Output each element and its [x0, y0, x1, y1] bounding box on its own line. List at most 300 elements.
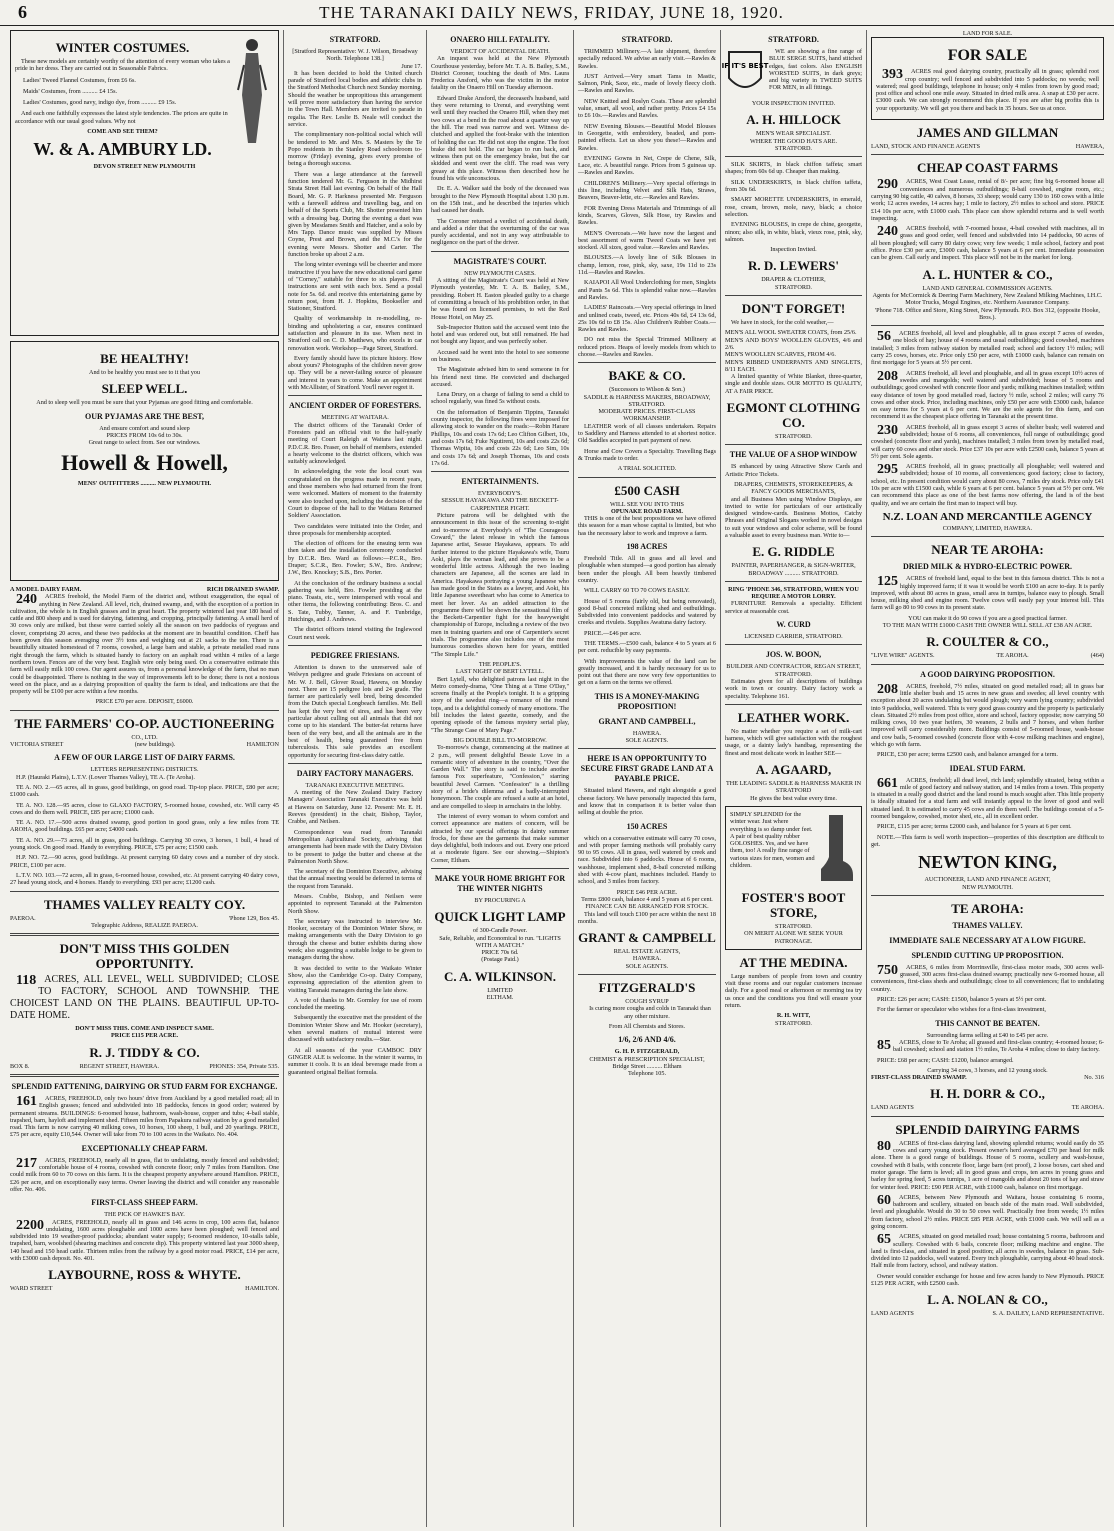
listing-body: ACRES, freehold, 7½ miles, situated on good metalled road; all in grass bar little shelter bush and 15 acres in new grass and swedes; all level country with exception about 20 acres undulating but would plough; very warm lying country; subdivided into 9 paddocks, well watered. This is very good grass country and the property is particularly clean. Situated 2½ miles from post office, store and school, factory opposite; now carrying 50 milking cows, 10 two year heifers, 30 weaners, 2 bulls and 7 horses, and when further improved will carry considerably more. Buildings consist of 5-roomed house, wash-house and cow bails, 5-roomed cowshed (concrete floor with 4-cow milking machines and engine), which go with farm.	[871, 682, 1104, 748]
coop-co: CO., LTD.	[131, 733, 158, 741]
bake-line: A TRIAL SOLICITED.	[617, 465, 677, 473]
acres-208: 208	[877, 368, 898, 384]
agaard-sub: THE LEADING SADDLE & HARNESS MAKER IN STRATFORD	[725, 780, 862, 795]
dorr-town: TE AROHA.	[1071, 1104, 1104, 1112]
nolan-sub2: S. A. DAILEY, LAND REPRESENTATIVE.	[992, 1310, 1104, 1318]
cash-para: House of 5 rooms (fairly old, but being renovated), good 8-bail concreted milking shed and outbuildings. Subdivided into convenient paddocks and watered by creeks and rivulets. Supplies Awatuna dairy factory.	[578, 597, 716, 627]
coop-street: VICTORIA STREET	[10, 741, 64, 749]
immediate-sale: IMMEDIATE SALE NECESSARY AT A LOW FIGURE.	[889, 935, 1086, 945]
lewers-item: SILK UNDERSKIRTS, in black chiffon taffeta, from 30s 6d.	[725, 178, 862, 194]
here-para: This land will touch £100 per acre within the next 18 months.	[578, 910, 716, 925]
opunake-farm-ad	[578, 483, 716, 745]
rawles-item: FOR Evening Dress Materials and Trimmings of all kinds, Scarves, Gloves, Silk Hose, try Rawles and Rawles.	[578, 204, 716, 227]
listing-body: ACRES freehold, all in grass except 3 acres of shelter bush; well watered and subdivided; house of 6 rooms, all conveniences, full range of outbuildings; good cowshed (concrete floor and yards), machines installed; 3 miles from town by metalled road, will carry 60 cows and other stock. Price £37 10s per acre with £2500 cash, balance 5 years at 5½ per cent. Sole agents.	[871, 423, 1104, 460]
tiddy-box: BOX 8.	[10, 1062, 30, 1070]
article-paragraph: At all seasons of the year CAMBOC DRY GINGER ALE is welcome. In the winter it warms, in summer it cools. It is an ideal beverage made from a guaranteed original Belfast formula.	[288, 1046, 422, 1076]
article-paragraph: In acknowledging the vote the local court was congratulated on the progress made in recent years, and those members who had returned from the front were welcomed. Matters of moment to the fraternity were also touched upon, including the decision of the Court to dispose of the hall to the Waitara Returned Soldiers' Association.	[288, 468, 422, 520]
listing-body: ACRES, close to Te Aroha; all grassed and first-class country; 4-roomed house; 6-bail cowshed; school and station 1½ miles, Te Aroha 4 miles; close to dairy factory.	[893, 1038, 1104, 1054]
grant-agents: SOLE AGENTS.	[625, 737, 669, 745]
here-terms: Terms £800 cash, balance 4 and 5 years at 6 per cent.	[581, 895, 713, 903]
lamp-ad-price: PRICE 70s 6d.	[481, 949, 519, 957]
masthead	[0, 0, 1114, 26]
here-fin: FINANCE CAN BE ARRANGED FOR STOCK.	[585, 903, 709, 911]
winter-costumes-ad	[10, 30, 279, 336]
article-paragraph: Bert Lytell, who delighted patrons last night in the Metro comedy-drama, "One Thing at a Time O'Day," screens finally at the People's tonight. It is a gripping story of the sawdust ring—a romance of the round tops, and is a delightful comedy of many emotions. The bill includes the latest gazette, comedy, and the opening episode of the famous mystery serial play, "The Strange Case of Mary Page."	[431, 675, 569, 734]
ideal-stud-title: IDEAL STUD FARM.	[949, 763, 1026, 773]
lamp-ad-line: MAKE YOUR HOME BRIGHT FOR THE WINTER NIGHTS	[434, 873, 566, 893]
hillock-firm: A. H. HILLOCK	[746, 112, 841, 128]
cash-acres: 198 ACRES	[626, 542, 668, 552]
curd-para: FURNITURE Removals a speciality. Efficient service at reasonable cost.	[725, 600, 862, 615]
egmont-town: STRATFORD.	[775, 433, 812, 441]
wilkinson-line: LIMITED	[487, 986, 513, 994]
tiddy-firm: R. J. TIDDY & CO.	[89, 1044, 200, 1060]
listing-body: ACRES of freehold land, equal to the best in this famous district. This is not a highly improved farm; if it was it would be worth £100 an acre to-day. It is partly improved, with about 80 acres in grass, small area in turnips, balance easy to plough. Small house, milking shed and engine room. Twelve cows will easily pay your interest bill. This farm will go 80 to 90 cows in its present state.	[871, 575, 1104, 612]
cash-para: THIS is one of the best propositions we have offered this season for a man whose capital is limited, but who has the necessary labor to work and improve a farm.	[578, 515, 716, 537]
everybodys-heading: EVERYBODY'S.	[478, 490, 522, 498]
coop-bldg: (new buildings).	[134, 741, 176, 749]
splendid-no3: No. 401.	[73, 1255, 95, 1263]
acres-240: 240	[877, 224, 898, 240]
dorr-firm: H. H. DORR & CO.,	[930, 1086, 1045, 1102]
lewers-item: SILK SKIRTS, in black chiffon taffeta; smart shapes; from 60s 6d up. Cheaper than making.	[725, 161, 862, 176]
hunter-sub: LAND AND GENERAL COMMISSION AGENTS.	[922, 284, 1053, 292]
coulter-no: (464)	[1090, 652, 1104, 660]
page-number: 6	[18, 2, 27, 22]
cash-para: PRICE.—£46 per acre.	[584, 629, 642, 637]
article-paragraph: The secretary of the Dominion Executive, advising that the annual meeting would be deferred in terms of the request from Taranaki.	[288, 868, 422, 890]
thames-title: THAMES VALLEY REALTY COY.	[43, 896, 246, 912]
listing-body: NOTE.—This farm is well worth inspection—properties of this description are difficult to get.	[871, 833, 1104, 848]
acres-208b: 208	[877, 681, 898, 697]
hillock-line: STRATFORD.	[775, 144, 812, 152]
quick-light-lamp-ad	[431, 874, 569, 1001]
near-te-aroha: NEAR TE AROHA:	[931, 542, 1044, 558]
logo-text: IF IT'S BEST	[721, 62, 769, 70]
columns	[6, 30, 1108, 1527]
coop-town: HAMILTON	[246, 741, 279, 749]
healthy-line: PRICES FROM 10s 6d to 30s.	[106, 431, 183, 439]
rawles-item: BLOUSES.—A lovely line of Silk Blouses in champ, lemon, rose, pink, sky, saxe, 19s 11d to 23s 11d.—Rawles and Rawles.	[578, 254, 716, 277]
hunter-firm: A. L. HUNTER & CO.,	[922, 266, 1053, 282]
acres-80: 80	[877, 1138, 891, 1154]
agaard-line: He gives the best value every time.	[750, 794, 837, 802]
lewers-item: SMART MORETTE UNDERSKIRTS, in emerald, rose, cream, brown, mole, navy, black; a choice selection.	[725, 196, 862, 218]
splendid-t4: THE PICK OF HAWKE'S BAY.	[104, 1211, 185, 1219]
wilkinson-line: ELTHAM.	[486, 994, 514, 1002]
fitz-sub: COUGH SYRUP	[625, 998, 669, 1006]
splendid-acres2: 217	[16, 1155, 37, 1171]
foster-tag: ON MERIT ALONE WE SEEK YOUR PATRONAGE.	[744, 930, 843, 945]
tiddy-phones: PHONES: 354, Private 535.	[209, 1062, 279, 1070]
court-sub: NEW PLYMOUTH CASES.	[464, 269, 536, 277]
egmont-item: MEN'S WOOLLEN SCARVES, FROM 4/6.	[725, 351, 836, 359]
winter-cta: COME AND SEE THEM?	[87, 128, 158, 136]
nolan-sub: LAND AGENTS	[871, 1310, 914, 1318]
splendid-acres3: 2200	[16, 1217, 44, 1233]
coop-sub: A FEW OF OUR LARGE LIST OF DAIRY FARMS.	[54, 753, 235, 763]
here-acres: 150 ACRES	[626, 821, 668, 831]
article-paragraph: Attention is drawn to the unreserved sale of Welwyn pedigree and grade Friesians on account of Mr. W. J. Bell, Glover Road, Hawera, on Monday next. There are 15 pedigree lots and 24 grade. The farmer are particularly well bred, being descended from the Dutch special Longbeach families. Mr. Bell has kept the very best of sires, and has been very particular about culling out all animals that did not come up to his standard. The butter-fat returns have been of the very best, and all the animals are in the best of health, being guaranteed free from tuberculosis. This sale provides an excellent opportunity for securing first-class dairy cattle.	[288, 663, 422, 759]
article-paragraph: Picture patrons will be delighted with the announcement in this issue of the screening to-night and to-morrow at Everybody's of "The Courageous Coward," the latest release in which the famous Japanese artist, Sessue Hayakawa, appears. To add further interest to the picture Hayakawa's wife, Tsuru Aoki, plays the woman lead, and she proves to be a wonderful little actress. Although the two leading characters are Japanese, all the scenes are laid in America. Hayakawa portraying a young Japanese who has made good in the States as a lawyer, and Aoki, his little Japanese sweetheart who has come to America to meet her lover. As an added attraction to the programme there will be shown the sensational film of the Beckett-Carpentier fight for the heavyweight championship of Europe, including a review of the two men in training quarters and one of Carpentier's secret trials. The programme also includes one of the most humorous comedies shown here for years, entitled "The Simple Life."	[431, 512, 569, 658]
window-title: THE VALUE OF A SHOP WINDOW	[729, 450, 858, 460]
medina-title: AT THE MEDINA.	[739, 954, 848, 970]
article-paragraph: It was decided to write to the Waikato Winter Show, also the Cambridge Co-op. Dairy Company, expressing appreciation of the attention given to visiting Taranaki managers during the late show.	[288, 964, 422, 994]
coop-sub2: LETTERS REPRESENTING DISTRICTS.	[90, 766, 199, 774]
article-paragraph: To-morrow's change, commencing at the matinee at 2 p.m., will present delightful Bessie Love in a romantic story of adventure in the country, "Over the Garden Wall." The story is said to include another famous Fox superfeature, "Confession," starring beautiful Jewel Carmen. "Confession" is a thrilling story of a bride's dilemma and a badly-interrupted honeymoon. The couple are refused a suite at an hotel, and are compelled to sleep in armchairs in the lobby.	[431, 744, 569, 810]
nz-loan-firm: N.Z. LOAN AND MERCANTILE AGENCY	[882, 510, 1093, 523]
bake-co-ad	[578, 368, 716, 472]
acres-66: 661	[877, 775, 898, 791]
dairy-managers-heading: DAIRY FACTORY MANAGERS.	[296, 768, 414, 778]
dont-body: ACRES, ALL LEVEL, WELL SUBDIVIDED; CLOSE TO FACTORY, SCHOOL AND TOWNSHIP. THE CHOICEST LAND ON THE PLAINS. BEAUTIFUL UP-TO-DATE HOME.	[10, 974, 279, 1022]
rawles-item: TRIMMED Millinery.—A late shipment, therefore specially reduced. We advise an early visit.—Rawles & Rawles.	[578, 48, 716, 70]
window-para: and all Business Men using Window Displays, are invited to write for particulars of our artistically designed window-cards. Business Mottos, Catchy Phrases and Original Slogans worked in novel designs to suit your windows and color scheme, will be found a valuable asset to every business man. Write to—	[725, 495, 862, 539]
hunter-addr: 'Phone 718. Office and Store, King Street, New Plymouth. P.O. Box 312, (opposite Hooke, Bros.).	[875, 306, 1100, 321]
healthy-line: Great range to select from. See our windows.	[88, 439, 201, 447]
peoples-heading: THE PEOPLE'S.	[478, 660, 522, 668]
egmont-ad	[725, 301, 862, 440]
boon-para: Estimates given for all descriptions of buildings work in town or country. Dairy factory work a speciality. Telephone 161.	[725, 677, 862, 700]
bake-para: Horse and Cow Covers a Speciality. Travelling Bags & Trunks made to order.	[578, 447, 716, 462]
article-paragraph: Subsequently the executive met the president of the Dominion Winter Show and Mr. Hooker (secretary), when several matters of mutual interest were discussed with satisfactory results.—Star.	[288, 1014, 422, 1044]
dairy-body: ACRES freehold, the Model Farm of the district and, without exaggeration, the equal of anything in New Zealand. All level, rich, drained swamp, and, with the exception of a portion in cultivation, the whole is in English grasses and in great heart. The property wintered last year 180 head of cattle and 800 sheep and is used for dairying, fattening, and cropping, principally fattening. A small herd of 30 cows only are milked, but these were carried solely all the season on two paddocks of ryegrass and clover, comprising 20 acres, and these two paddocks at the moment are in beautiful condition. Cheff has been grown this season averaging over 3½ tons and weighing out at 21 sacks to the ton. There is a beautifully situated homestead of 7 rooms, cowshed, a large barn and stable, a private metalled road runs right through the farm, which is situated handy to factory on an asphalt road within 4 miles of a large northern town. Fences are of the very best. English wire only being used. On a conservative estimate this farm will easily milk 100 cows. Our agent assures us, from a personal knowledge of the farm, that no man could be disappointed. There is nothing in the way of improvements left to be done; there is not a noxious weed on the place, and as a dairying proposition of quality the farm is ideal, and indications are that the property will be £100 per acre within a few months.	[10, 593, 279, 696]
rawles-item: DO not miss the Special Trimmed Millinery at reduced prices. Heaps of lovely models from which to choose.—Rawles and Rawles.	[578, 336, 716, 358]
nz-loan-sub: COMPANY, LIMITED, HAWERA.	[942, 524, 1033, 532]
curd-ring: RING 'PHONE 346, STRATFORD, WHEN YOU REQUIRE A MOTOR LORRY.	[728, 585, 859, 601]
article-paragraph: The election of officers for the ensuing term was then taken and the installation ceremony conducted by D.C.R. Bro. Ward as follows:—P.C.R., Bro. Draper; S.C.R., Bro. Fowler; S.W., Bro. Andrew; J.W., Bro. Knockey; S.B., Bro. Porter.	[288, 540, 422, 577]
cheap-coast-title: CHEAP COAST FARMS	[916, 160, 1059, 176]
for-sale-title: FOR SALE	[947, 47, 1028, 65]
article-paragraph: A meeting of the New Zealand Dairy Factory Managers' Association Taranaki Executive was held at Hawera on Saturday, June 12. Present: Mr. E. H. Reeves (president) in the chair, Bishop, Taylor, Crabbe, and Neilsen.	[288, 789, 422, 826]
cash-para: WILL CARRY 60 TO 70 COWS EASILY.	[584, 587, 690, 595]
gillman-town: HAWERA,	[1075, 143, 1104, 151]
friesians-heading: PEDIGREE FRIESIANS.	[310, 650, 400, 660]
dairy-acres: 240	[16, 592, 37, 608]
fatality-sub: VERDICT OF ACCIDENTAL DEATH.	[450, 48, 550, 55]
column-1	[6, 30, 284, 1527]
winter-item: Ladies' Tweed Flannel Costumes, from £6 6s.	[23, 76, 136, 84]
healthy-title: BE HEALTHY!	[100, 351, 189, 366]
bake-line: MODERATE PRICES. FIRST-CLASS WORKMANSHIP.	[598, 408, 696, 423]
article-paragraph: Two candidates were initiated into the Order, and three proposals for membership accepted.	[288, 522, 422, 537]
listing-body: ACRES, freehold; all dead level, rich land; splendidly situated, being within a mile of good factory and railway station, and 14 miles from a town. This property is situated in a really good district and the land round is much sought after. This little property is ideally situated for a stud farm and will instantly appeal to the lover of good and well situated land. It is estimated to carry 45 cows and do them well. The buildings consist of a 5-roomed bungalow, cowshed, motor shed, etc., all in excellent order.	[871, 776, 1104, 821]
bake-para: LEATHER work of all classes undertaken. Repairs to Saddlery and Harness attended to at shortest notice. Old Saddles accepted in part payment of new.	[578, 422, 716, 445]
article-paragraph: Quality of workmanship in re-modelling, re-binding and upholstering a car, ensures continued satisfaction and pleasure in its use. When next in Stratford call on C. D. Matthews, who excels in car renovation work. Workshop—Page Street, Stratford.	[288, 315, 422, 352]
splendid-body3: ACRES, FREEHOLD, nearly all in grass and 146 acres in crop, 100 acres flat, balance undulating, 1600 acres ploughable and 1000 acres have been ploughed; well fenced and subdivided into 19 weather-proof paddocks; abundant water supply; 6-roomed residence, 10-stalls table, trapshed, barn, woolshed (shearing machines and concrete dip). This property wintered last year 3000 sheep, 140 head and 150 head cattle. Thirteen miles from the railway by a good motor road. PRICE, £14 per acre, with £3000 cash deposit.	[10, 1218, 279, 1263]
egmont-para: We have in stock, for the cold weather,—	[731, 319, 834, 327]
article-paragraph: The district officers intend visiting the Inglewood Court next week.	[288, 626, 422, 641]
howell-firm: Howell & Howell,	[61, 450, 228, 476]
healthy-title2: SLEEP WELL.	[101, 381, 188, 397]
lewers-item: EVENING BLOUSES, in crepe de chine, georgette, ninon; also silk, in white, black, vieux rose, pink, sky, salmon.	[725, 221, 862, 243]
listing-line: Carrying 34 cows, 3 horses, and 12 young stock.	[927, 1066, 1048, 1074]
egmont-item: MEN'S ALL WOOL SWEATER COATS, from 25/6.	[725, 329, 857, 337]
dairy-managers-sub: TARANAKI EXECUTIVE MEETING.	[305, 781, 405, 789]
good-dairying-title: A GOOD DAIRYING PROPOSITION.	[920, 669, 1055, 679]
dont-title: DON'T MISS THIS GOLDEN OPPORTUNITY.	[59, 941, 230, 972]
article-paragraph: The Magistrate advised him to send someone in for his friend next time. He convicted and discharged accused.	[431, 366, 569, 388]
dairy-left-title: A MODEL DAIRY FARM.	[10, 586, 82, 593]
leather-para: No matter whether you require a set of milk-cart harness, which will give satisfaction with the roughest usage, or a dainty lady's handbag, representing the finest and most delicate work in leather SEE—	[725, 727, 862, 757]
column-4	[574, 30, 721, 1527]
article-paragraph: An inquest was held at the New Plymouth Courthouse yesterday, before Mr. T. A. B. Bailey, S.M., District Coroner, touching the death of Mrs. Laura Frederica Ansford, who was the victim in the motor fatality on the Onaero Hill on Tuesday afternoon.	[431, 55, 569, 92]
model-dairy-farm	[10, 586, 279, 706]
lamp-ad-line: BY PROCURING A	[474, 896, 526, 904]
article-paragraph: The interest of every woman to whom comfort and correct appearance are matters of concern, will be attracted by our special offerings in dainty summer frocks, for these are the garments that make summer days delightful, both indoors and out. Every one priced at a moderate figure. See our showing.—Shipton's Corner, Eltham.	[431, 812, 569, 864]
egmont-item: MEN'S RIBBED UNDERPANTS AND SINGLETS, 8/11 EACH.	[725, 358, 862, 373]
column-5	[721, 30, 867, 1527]
listing-line: YOU can make it do 90 cows if you are a good practical farmer.	[908, 614, 1067, 622]
dont-forget-title: DON'T FORGET!	[741, 301, 846, 317]
coop-item: H.P. NO. 72.—90 acres, good buildings. At present carrying 60 dairy cows and a number of dry stock. PRICE, £100 per acre.	[10, 854, 279, 869]
cash-sub: WILL SEE YOU INTO THIS	[610, 500, 684, 508]
article-paragraph: The complimentary non-political social which will be tendered to Mr. and Mrs. S. Masters by the Te Popo residents in the Stanley Road schoolroom to-morrow (Friday) evening, gives every promise of being a thorough success.	[288, 131, 422, 168]
cash-title: £500 CASH	[614, 482, 680, 498]
here-price: PRICE £46 PER ACRE.	[616, 888, 678, 896]
dairy-price: PRICE £70 per acre. DEPOSIT, £6000.	[95, 698, 194, 706]
farmers-coop-ad	[10, 716, 279, 887]
listing-body: ACRES freehold, all level and ploughable, all in grass except 7 acres of swedes, one block of hay; house of 4 rooms and usual outbuildings; good cowshed, machines installed; 3 miles from railway station by metalled road; school and factory 1½ miles; will carry 25 cows, horses, etc. Price only £50 per acre, with £1000 cash, balance can remain on first mortgage for 5 years at 5½ per cent.	[871, 330, 1104, 367]
grant-town: HAWERA.	[632, 729, 662, 737]
foster-ad	[725, 806, 862, 950]
hillock-ad	[721, 48, 862, 152]
article-paragraph: It has been decided to hold the United church parade of Stratford local bodies and athletic clubs in the Stratford Methodist Church next Sunday morning. Should the weather be unpropitious this arrangement will prove more satisfactory than having the service in the Town Hall. Members are invited to parade in regalia. The Rev. Leslie B. Neale will conduct the service.	[288, 69, 422, 128]
bake-sub: (Successors to Wilson & Son.)	[609, 386, 685, 394]
thames-tele: Telegraphic Address, REALIZE PAEROA.	[91, 921, 198, 929]
article-paragraph: Lena Drury, on a charge of failing to send a child to school regularly, was fined 5s without costs.	[431, 391, 569, 406]
gillman-sub: LAND, STOCK AND FINANCE AGENTS	[871, 143, 981, 151]
hillock-line: MEN'S WEAR SPECIALIST.	[756, 130, 831, 138]
splendid-no: No. 404.	[216, 1131, 239, 1139]
rawles-item: NEW Knitted and Roslyn Coats. These are splendid value, smart, all wool, and rather pretty. Prices £4 15s to £6 10s.—Rawles and Rawles.	[578, 97, 716, 120]
article-paragraph: A sitting of the Magistrate's Court was held at New Plymouth yesterday, Mr. T. A. B. Bailey, S.M., presiding. Robert H. Easton pleaded guilty to a charge of committing a breach of his prohibition order, in that he was found on licensed premises, to wit the Red House Hotel, on May 25.	[431, 277, 569, 321]
article-paragraph: A vote of thanks to Mr. Gormley for use of room concluded the meeting.	[288, 996, 422, 1012]
agaard-firm: A. AGAARD,	[755, 762, 832, 778]
foresters-sub: MEETING AT WAITARA.	[321, 414, 389, 422]
thames-phone: 'Phone 129, Box 45.	[228, 914, 279, 922]
cash-tag: THIS IS A MONEY-MAKING PROPOSITION!	[594, 691, 700, 711]
laybourne-town: HAMILTON.	[245, 1285, 279, 1293]
article-paragraph: Every family should have its picture history. How about yours? Photographs of the children never grow up. They will be a never-failing source of pleasure and interest in years to come. Make an appointment with McAllister, of Stratford. You'll never regret it.	[288, 354, 422, 392]
laybourne-street: WARD STREET	[10, 1285, 53, 1293]
hayakawa-heading: SESSUE HAYAKAWA AND THE BECKETT-CARPENTIER FIGHT.	[441, 497, 559, 512]
listing-body: ACRES freehold, with 7-roomed house, 4-bail cowshed with machines, all in grass and good order, well fenced and subdivided into 14 paddocks, 90 acres of all been ploughed; will carry 80 dairy cows; very few weeds; 1 mile school, factory and post office. Price £30 per acre, £3000 cash, balance 5 years at 6 per cent. Immediate possession can be given. Call early and inspect. This place will not be in the market for long.	[871, 225, 1104, 262]
winter-outro: And each one faithfully expresses the latest style tendencies. The prices are quite in accordance with our usual good values. Why not	[15, 110, 228, 125]
acres-85: 85	[877, 1037, 891, 1053]
curd-firm: W. CURD	[776, 620, 811, 630]
fatality-heading: ONAERO HILL FATALITY.	[450, 35, 550, 44]
cash-para: With improvements the value of the land can be greatly increased, and it is hardly necessary for us to point out that there are now very few opportunities to get on a farm on the terms we offered.	[578, 657, 716, 687]
foster-town: STRATFORD.	[775, 922, 812, 930]
listing-body: ACRES, 6 miles from Morrinsville, first-class motor roads, 300 acres well-grassed, 300 acres first-class drained swamp; practically new 6-roomed house, all conveniences, first-class sheds and outbuildings; close to all conveniences; flat to undulating country.	[871, 963, 1104, 993]
window-para: IS enhanced by using Attractive Show Cards and Artistic Price Tickets.	[725, 463, 862, 478]
lamp-ad-line: Safe, Reliable, and Economical to run. "LIGHTS WITH A MATCH."	[439, 934, 561, 949]
masthead-title: THE TARANAKI DAILY NEWS, FRIDAY, JUNE 18, 1920.	[319, 2, 784, 22]
fitz-firm: G. H. P. FITZGERALD,	[614, 1048, 680, 1056]
splendid-t2: EXCEPTIONALLY CHEAP FARM.	[81, 1143, 208, 1153]
listing-body: For the farmer or speculator who wishes for a first-class investment,	[877, 1006, 1046, 1014]
hunter-sub2: Agents for McCormick & Deering Farm Machinery, New Zealand Milking Machines, I.H.C. Motor Trucks, Mogul Engines, etc. Northern Assurance Company.	[872, 291, 1103, 307]
rawles-item: NEW Evening Blouses.—Beautiful Model Blouses in Georgette, with embroidery, beaded, and pom-painted effects. Let us show you these!—Rawles and Rawles.	[578, 122, 716, 152]
rawles-item: EVENING Gowns in Net, Crepe de Chene, Silk, Lace, etc. A beautiful range. Prices from 5 guineas up.—Rawles and Rawles.	[578, 154, 716, 177]
column-2	[284, 30, 427, 1527]
land-for-sale-head: LAND FOR SALE.	[962, 30, 1013, 37]
laybourne-firm: LAYBOURNE, ROSS & WHYTE.	[48, 1267, 241, 1283]
listing-body: ACRES freehold, all in grass; practically all ploughable; well watered and subdivided; house of 10 rooms, all conveniences; good factory; close to factory, school, etc. In present condition would carry about 80 cows, 7 miles dry stock. Price only £41 10s per acre with £1500 cash, while 6 years at 6 per cent. balance 5 years at 5½ per cent. We can recommend this place as one of the best farms now offering, the land is of the best quality, and we are certain the first man to inspect will buy.	[871, 463, 1104, 507]
first-grade-land-ad	[578, 754, 716, 970]
listing-body: PRICE, £115 per acre; terms £2000 cash, and balance for 5 years at 6 per cent.	[877, 823, 1072, 831]
article-paragraph: Dr. E. A. Walker said the body of the deceased was brought to the New Plymouth Hospital about 1.30 p.m. on the 15th inst., and he described the injuries which had caused her death.	[431, 185, 569, 215]
article-paragraph: The Coroner returned a verdict of accidental death, and added a rider that the overturning of the car was purely accidental, and not in any way attributable to negligence on the part of the driver.	[431, 217, 569, 247]
howell-footer: MENS' OUTFITTERS .......... NEW PLYMOUTH.	[77, 480, 212, 488]
lamp-ad-line: (Postage Paid.)	[481, 956, 519, 964]
newton-sub: AUCTIONEER, LAND AND FINANCE AGENT,	[924, 876, 1051, 884]
coulter-sub: "LIVE WIRE" AGENTS.	[871, 652, 935, 660]
rawles-item: CHILDREN'S Millinery.—Very special offerings in this line, including Velvet and Silk Hats, Straws, Beavers, Beaver-lette, etc.—Rawles and Rawles.	[578, 179, 716, 202]
dont-price: PRICE £115 PER ACRE.	[110, 1032, 179, 1040]
dont-acres: 118	[16, 973, 37, 989]
thames-valley-realty	[10, 897, 279, 930]
fitz-price: 1/6, 2/6 AND 4/6.	[618, 1035, 676, 1045]
rawles-item: MEN'S Overcoats.—We have now the largest and best assortment of warm Tweed Coats we have yet stocked. All sizes, good value.—Rawles and Rawles.	[578, 229, 716, 252]
lamp-ad-title: QUICK LIGHT LAMP	[434, 909, 566, 925]
for-sale-box	[871, 37, 1104, 120]
coulter-firm: R. COULTER & CO.,	[926, 634, 1049, 650]
listing-body: ACRES, between New Plymouth and Waitara, house containing 6 rooms, bathroom and scullery, situated on beach side of the main road. Well subdivided, level and ploughable. Would do 30 to 50 cows well. Practically free from weeds; 1½ miles from factory, school 2½ miles. PRICE £85 PER ACRE, with £1000 cash. We will sell as a going concern.	[871, 1193, 1104, 1230]
foster-para: SIMPLY SPLENDID for the winter wear. Just where everything is so damp under feet. A pair of best quality rubber GOLOSHES. Yes, and we have them, too! A really fine range of various sizes for men, women and children.	[730, 810, 815, 869]
here-para: which on a conservative estimate will carry 70 cows, and with proper farming methods will probably carry 90 to 95 cows. All in grass, well watered by creek and race. Subdivided into 6 paddocks. House of 6 rooms, washhouse, implement shed, 8-bail concreted milking shed with 4-cow plant, machines included. Handy to school, and 3 miles from factory.	[578, 834, 716, 886]
acres-750: 750	[877, 962, 898, 978]
ambury-firm: W. & A. AMBURY LD.	[33, 139, 212, 160]
healthy-line: And to be healthy you must see to it that you	[88, 369, 200, 376]
fitz-title: FITZGERALD'S	[598, 980, 696, 996]
rawles-item: JUST Arrived.—Very smart Tams in Mastic, Salmon, Pink, Saxe, etc., made of lovely fleecy cloth.—Rawles and Rawles.	[578, 72, 716, 95]
healthy-line: OUR PYJAMAS ARE THE BEST,	[84, 411, 205, 421]
splendid-title: SPLENDID FATTENING, DAIRYING OR STUD FARM FOR EXCHANGE.	[11, 1081, 278, 1091]
gc-line: SOLE AGENTS.	[625, 962, 669, 970]
stratford-heading: STRATFORD.	[621, 35, 673, 44]
listing-body: ACRES, situated on good metalled road; house containing 5 rooms, bathroom and scullery. Cowshed with 6 bails, concrete floor; milking machine and engine. The land is first-class, and situated in good position; all acres in swedes, balance in grass. Sub-divided into 12 paddocks, well watered. Every inch ploughable, carrying about 40 head stock. Half mile from factory, school, and railway station.	[871, 1233, 1104, 1270]
foresters-heading: ANCIENT ORDER OF FORESTERS.	[288, 401, 422, 411]
splendid-body2: ACRES, FREEHOLD, nearly all in grass, flat to undulating, mostly fenced and subdivided; comfortable house of 4 rooms, cowshed with concrete floor; only 7 miles from Hamilton. One could milk from 60 to 70 cows on this farm. It is the cheapest property anywhere around Hamilton. PRICE, £26 per acre, and on exceptionally easy terms. Owner leaving the district and will consider any reasonable offer.	[10, 1156, 279, 1193]
golden-opportunity-ad	[10, 941, 279, 1070]
article-paragraph: Correspondence was read from Taranaki Metropolitan Agricultural Society, advising that arrangements had been made with the Dairy Division to be present to judge the butter and cheese at the Palmerston North Show.	[288, 828, 422, 865]
article-paragraph: Sub-Inspector Hutton said the accused went into the hotel and was ordered out, but still remained. He had not bought any liquor, and was perfectly sober.	[431, 323, 569, 346]
ambury-address: DEVON STREET NEW PLYMOUTH	[93, 163, 196, 171]
coop-item: TE A. NO. 29.—73 acres, all in grass, good buildings. Carrying 30 cows, 3 horses, 1 bull, 4 head of young stock. On good road. Handy to everything. PRICE, £75 per acre; £1500 cash.	[10, 836, 279, 852]
fitzgerald-ad	[578, 980, 716, 1077]
article-paragraph: The long winter evenings will be cheerier and more instructive if you have the new educational card game of "Corney," suitable for three to six players. Full instructions are sent with each box. Send a postal note for 5s. 6d. and receive this entertaining game by return post, from H. J. Hopkins, Bookseller and Stationer, Stratford.	[288, 261, 422, 313]
acres-230: 230	[877, 422, 898, 438]
riddle-line: PAINTER, PAPERHANGER, & SIGN-WRITER,	[731, 562, 856, 570]
article-paragraph: Edward Drake Ansford, the deceased's husband, said they were returning to Urenui, and everything went well until they reached the Onaero Hill, when they met two cows at a bend in the road about a quarter way up the hill. The road was narrow and wet. Witness de-clutched and applied the foot-brake with the intention of holding the car. He did not stop the engine. The foot brake did not hold. The car began to run back, and witness then put on the emergency brake, but the car skidded and went over the cliff. The road was very greasy at this place. Witness then described how he found his wife unconscious.	[431, 94, 569, 183]
column-6	[867, 30, 1108, 1527]
egmont-para: A limited quantity of White Blanket, three-quarter, single and double sizes. OUR MOTTO IS QUALITY, AT A FAIR PRICE.	[725, 373, 862, 395]
acres-393: 393	[882, 67, 903, 83]
lewers-line: STRATFORD.	[775, 283, 812, 291]
splendid-no2: No. 406.	[24, 1185, 47, 1193]
riddle-firm: E. G. RIDDLE	[752, 544, 835, 560]
surrounding: Surrounding farms selling at £40 to £45 per acre.	[926, 1031, 1049, 1039]
fitz-tel: Telephone 105.	[627, 1070, 667, 1078]
acres-295: 295	[877, 462, 898, 478]
acres-125: 125	[877, 574, 898, 590]
lamp-ad-line: of 300-Candle Power.	[472, 927, 528, 935]
winter-item: Ladies' Costumes, good navy, indigo dye, from .......... £9 15s.	[23, 99, 177, 107]
coop-key: H.P. (Hauraki Plains), L.T.V. (Lower Thames Valley), TE A. (Te Aroha).	[16, 773, 195, 781]
egmont-item: MEN'S AND BOYS' WOOLLEN GLOVES, 4/6 and 2/6.	[725, 336, 862, 351]
rawles-item: KAIAPOI All Wool Underclothing for men, Singlets and Pants 5s 6d. This is splendid value now.—Rawles and Rawles.	[578, 279, 716, 301]
riddle-line: BROADWAY .......... STRATFORD.	[748, 569, 839, 577]
splendid-acres: 161	[16, 1093, 37, 1109]
listing-body: ACRES of first-class dairying land, showing splendid returns; would easily do 35 cows and carry young stock. Present owner's herd averaged £70 per head for milk alone. There is a good range of buildings. House of 5 rooms, scullery and wash-house, cowshed with 8 bails, with concrete floor, large barn (ret proof), 2 loose boxes, cart shed and motor garage. The farm is level; all in good grass and crops, ten acres in young grass and barley for spring feed, 5 acres turnips, 1 acre of mangolds and about 20 tons of hay and straw for winter feed. PRICE: £90 PER ACRE, with £1000 cash, balance on first mortgage.	[871, 1139, 1104, 1191]
cash-para: THE TERMS.—£500 cash, balance 4 to 5 years at 6 per cent. reducible by easy payments.	[578, 640, 716, 655]
article-paragraph: Messrs. Crabbe, Bishop, and Neilsen were appointed to represent Taranaki at the Palmerston North Show.	[288, 892, 422, 915]
fitz-line: From All Chemists and Stores.	[608, 1022, 686, 1030]
gillman-firm: JAMES AND GILLMAN	[916, 125, 1059, 141]
medina-town: STRATFORD.	[775, 1019, 812, 1027]
fitz-addr: Bridge Street .......... Eltham	[612, 1062, 682, 1070]
stratford-heading: STRATFORD.	[768, 35, 819, 44]
here-title: HERE IS AN OPPORTUNITY TO SECURE FIRST GRADE LAND AT A PAYABLE PRICE.	[580, 754, 714, 784]
gc-line: REAL ESTATE AGENTS,	[613, 948, 681, 956]
curd-sub: LICENSED CARRIER, STRATFORD.	[744, 633, 843, 641]
lytell-heading: LAST NIGHT OF BERT LYTELL.	[455, 668, 545, 676]
grant-campbell-firm: GRANT & CAMPBELL	[578, 930, 716, 946]
drained-swamp: FIRST-CLASS DRAINED SWAMP.	[871, 1074, 967, 1082]
coulter-town: TE AROHA.	[996, 652, 1029, 660]
court-heading: MAGISTRATE'S COURT.	[453, 256, 547, 266]
egmont-firm: EGMONT CLOTHING CO.	[726, 400, 861, 431]
article-paragraph: On the information of Benjamin Tippins, Taranaki county inspector, the following fines were imposed for allowing stock to wander on the roads:—Robin Harare Phillips, 10s and costs 17s 6d; Leo Clifton Gilbert, 10s, and costs 17s 6d; Fuke Ngutireni, 10s and costs 22s 6d; Thomas Wipita, 10s and costs 22s 6d; Leo Sim, 10s and costs 17s 6d; and Joseph Thomas, 10s and costs 17s 6d.	[431, 408, 569, 467]
nolan-firm: L. A. NOLAN & CO.,	[927, 1292, 1048, 1308]
article-paragraph: There was a large attendance at the farewell function tendered Mr. G. Ferguson in the Midhirst Strata Street Hall last evening. On behalf of the Hall Board, Mr. G. P. Harkness presented Mr. Ferguson with a farewell address and travelling bag, and on behalf of the Sports Club, Mr. Shotter presented him with a dressing bag. During the evening a duet was given by Mesdames Smith and Hatcher, and a solo by Mrs Tapp. Dance music was supplied by Misses Coyne, Prest and Brown, and the M.C.'s for the evening were Messrs. Shotter and Carter. The function broke up about 2 a.m.	[288, 170, 422, 259]
medina-firm: R. H. WITT,	[776, 1012, 811, 1020]
tiddy-street: REGENT STREET, HAWERA.	[79, 1062, 160, 1070]
listing-line: TO THE MAN WITH £1000 CASH THE OWNER WILL SELL AT £38 AN ACRE.	[882, 622, 1093, 630]
coop-item: L.T.V. NO. 103.—72 acres, all in grass, 6-roomed house, cowshed, etc. At present carrying 40 dairy cows, 27 head young stock, and 4 horses. Handy to everything. £93 per acre; £1200 cash.	[10, 871, 279, 887]
rawles-item: LADIES' Raincoats.—Very special offerings in lined and unlined coats, tweed, etc. Prices 40s 6d, £4 13s 6d, 25s 10s 6d to £8 15s. Also Children's Rubber Coats.—Rawles and Rawles.	[578, 304, 716, 334]
splendid-t3: FIRST-CLASS SHEEP FARM.	[91, 1198, 198, 1208]
thames-town: PAEROA.	[10, 914, 36, 922]
listing-body: PRICE: £26 per acre; CASH: £1500, balance 5 years at 5½ per cent.	[877, 996, 1047, 1004]
hillock-para: WE are showing a fine range of BLUE SERGE SUITS, hand stitched edges, fast colors. Also ENGLISH WORSTED SUITS, in dark greys; and big variety in TWEED SUITS FOR MEN, in all fittings.	[769, 48, 862, 92]
lewers-line: Inspection Invited.	[770, 246, 817, 254]
healthy-line: And ensure comfort and sound sleep	[99, 424, 190, 432]
article-paragraph: At the conclusion of the ordinary business a social gathering was held, Bro. Fowler presiding at the piano. Toasts, etc., were interspersed with vocal and other items, the following contributing: Bros. C. and S. Tate, Tubby, Tanner, A. and F. Tunbridge, Hutchings, and J. Andrews.	[288, 579, 422, 624]
foster-firm: FOSTER'S BOOT STORE,	[741, 889, 846, 920]
lewers-line: DRAPER & CLOTHIER,	[761, 276, 826, 284]
winter-item: Maids' Costumes, from .......... £4 15s.	[23, 87, 118, 95]
acres-56: 56	[877, 329, 891, 345]
column-3	[427, 30, 574, 1527]
listing-body: Owner would consider exchange for house and few acres handy to New Plymouth. PRICE £125 PER ACRE, with £2500 cash.	[871, 1272, 1104, 1288]
dairy-right-title: RICH DRAINED SWAMP.	[206, 586, 279, 593]
splendid-dairying-title: SPLENDID DAIRYING FARMS	[895, 1121, 1080, 1137]
boot-icon	[817, 813, 855, 883]
double-bill-heading: BIG DOUBLE BILL TO-MORROW.	[453, 736, 547, 744]
dorr-no: No. 316	[1084, 1074, 1104, 1082]
dried-milk: DRIED MILK & HYDRO-ELECTRIC POWER.	[902, 562, 1073, 572]
hillock-line: WHERE THE GOOD HATS ARE.	[749, 137, 838, 145]
splendid-body: ACRES, FREEHOLD, only two hours' drive from Auckland by a good metalled road; all in English grasses; fenced and subdivided into 18 paddocks, fences in good order; watered by permanent streams. BUILDINGS: 6-roomed house, bathroom, wash-house, copper and tubs; 4-bail stable, trapshed, barn, hayloft and implement shed. Fifteen miles from Papakura railway station by a good metalled road. This farm is now carrying 40 milking cows, 10 horses, 100 sheep, 1 bull, and 20 yearlings. PRICE, £75 per acre, equity £10,544. Owner will take from 70 to 100 acres in the Waikato.	[10, 1094, 279, 1139]
gc-line: HAWERA.	[632, 955, 662, 963]
healthy-line: And to sleep well you must be sure that your Pyjamas are good fitting and comfortable.	[36, 399, 253, 407]
coop-title: THE FARMERS' CO-OP. AUCTIONEERING	[14, 715, 275, 731]
article-paragraph: The district officers of the Taranaki Order of Foresters paid an official visit to the half-yearly meeting of Court Raleigh at Waitara last night. P.D.C.R. Bro. Fraser, on behalf of members, extended a hearty welcome to the district officers, which was suitably acknowledged.	[288, 421, 422, 466]
window-line: DRAPERS, CHEMISTS, STOREKEEPERS, & FANCY GOODS MERCHANTS,	[734, 480, 853, 496]
